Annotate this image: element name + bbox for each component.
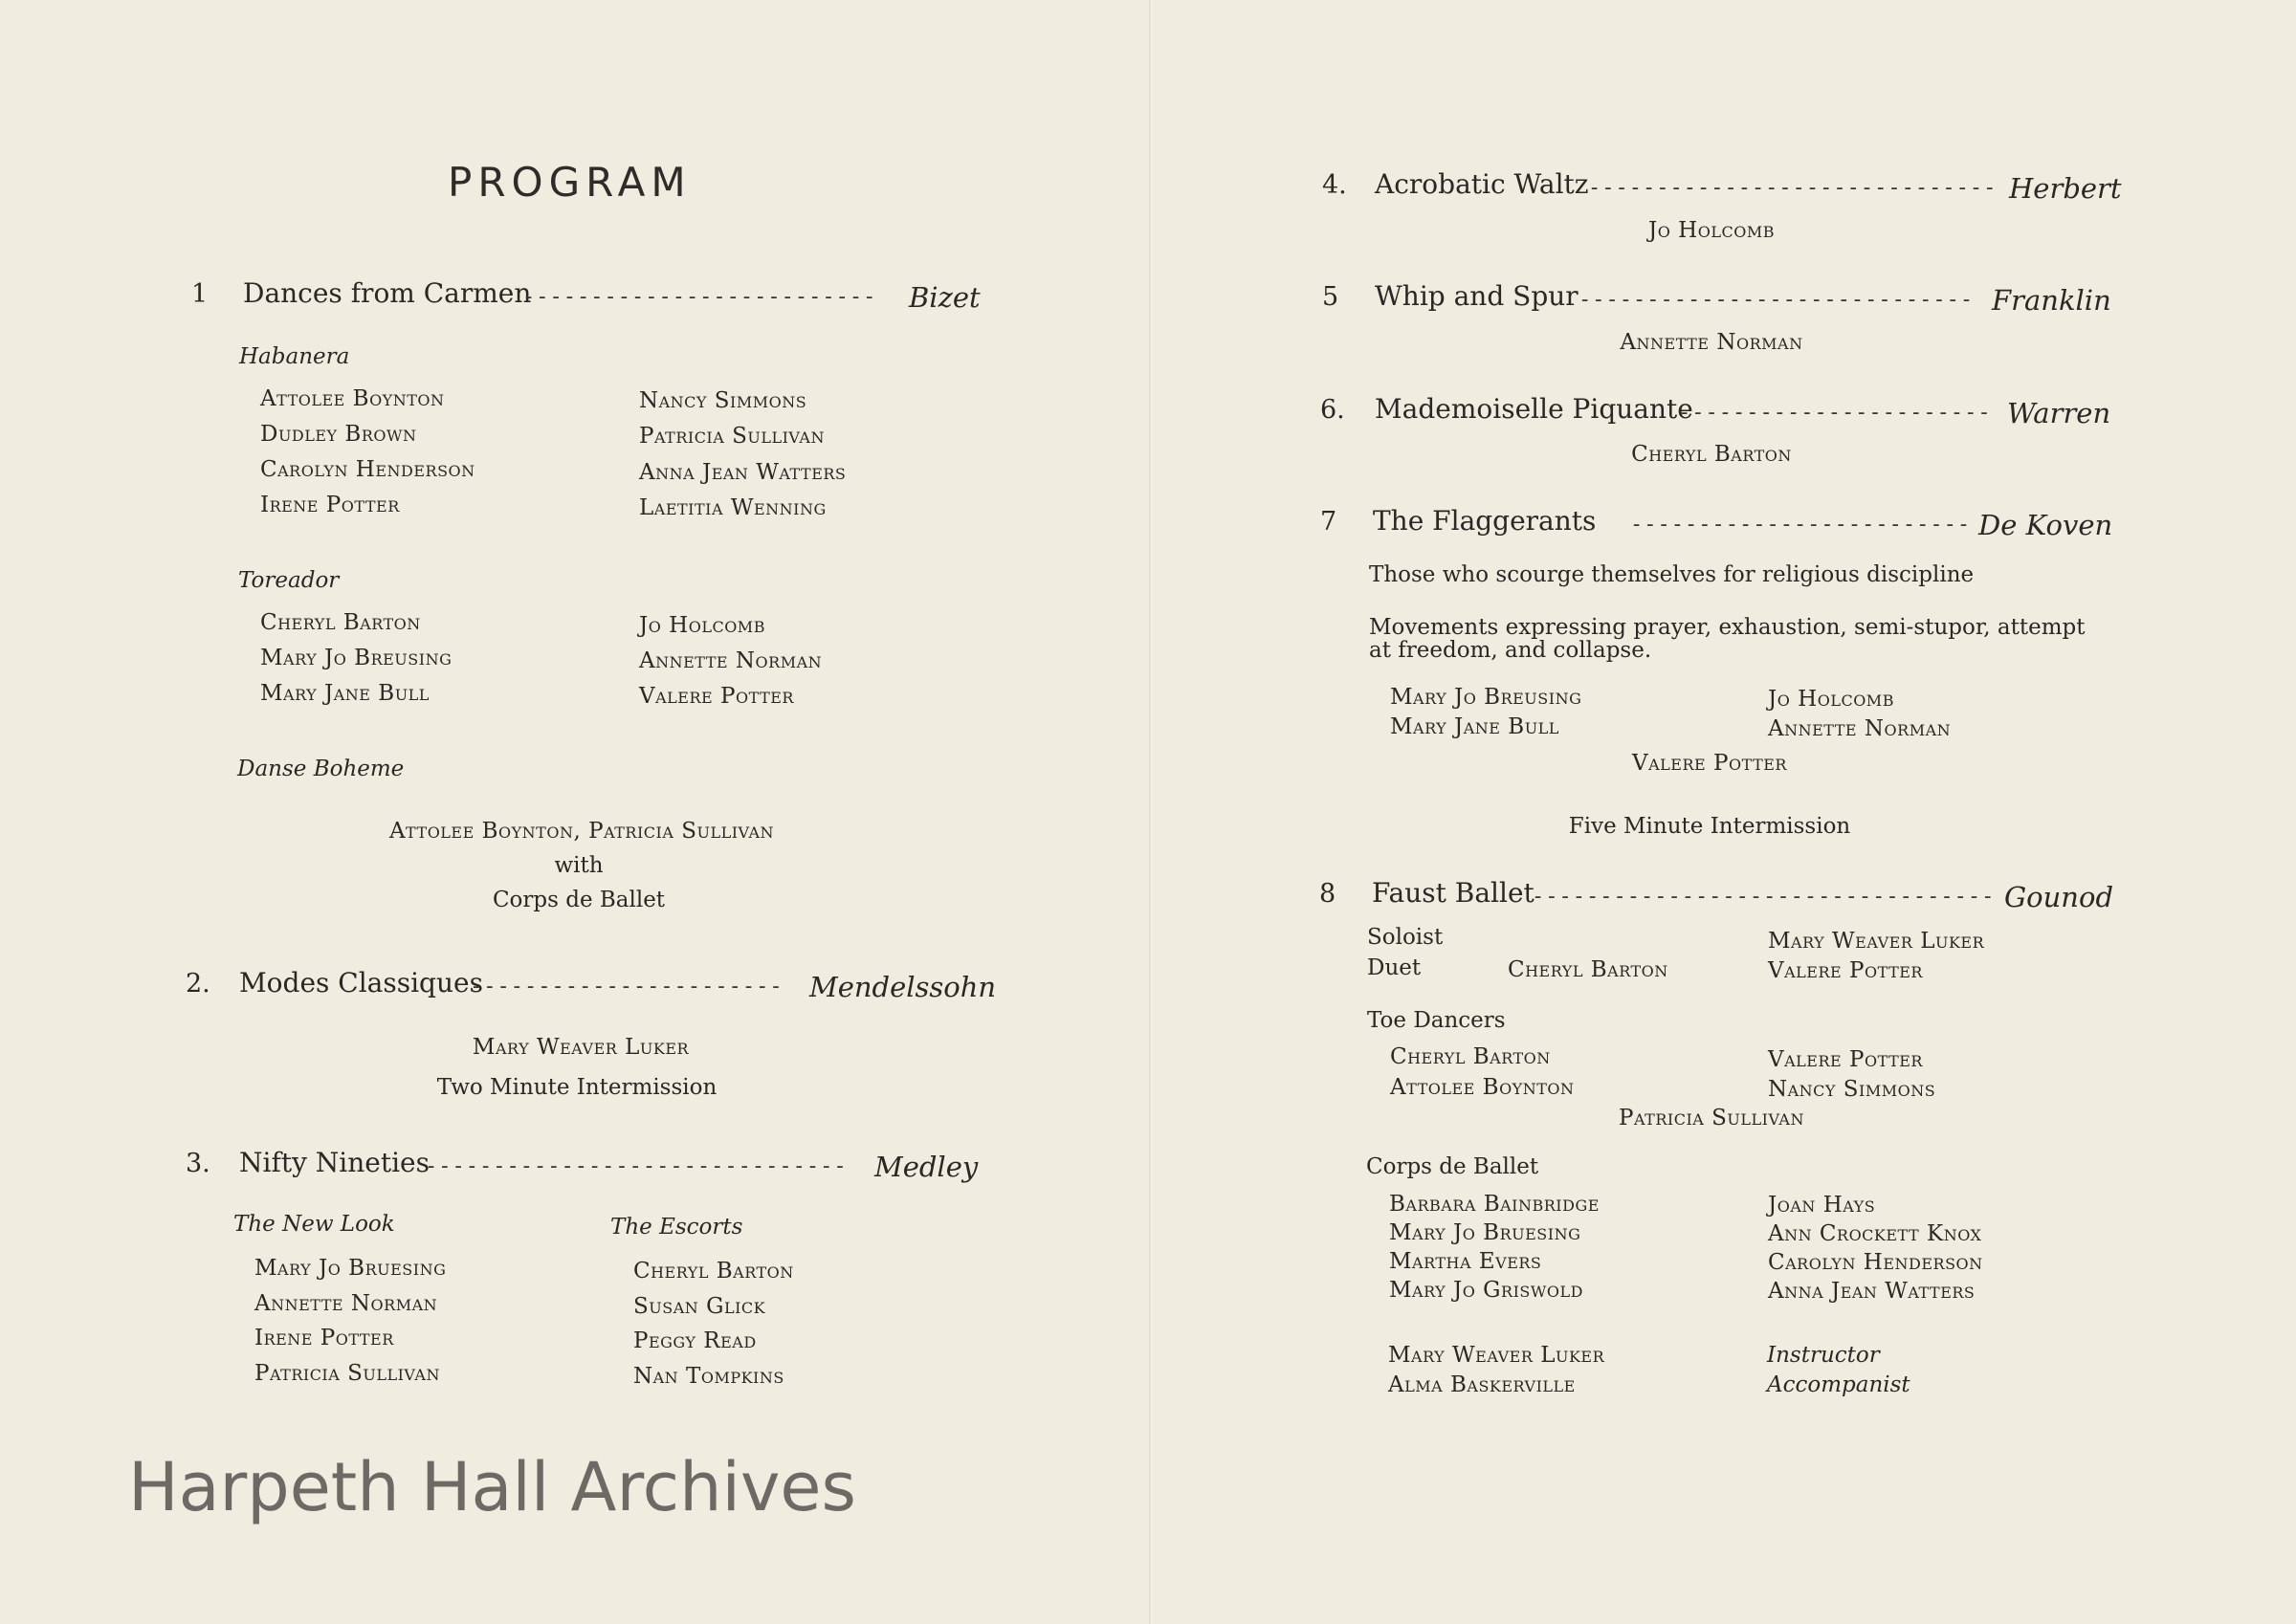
item-3-leader: ------------------------------- (425, 1154, 848, 1178)
archive-watermark: Harpeth Hall Archives (128, 1448, 856, 1526)
corps-dancer: Anna Jean Watters (1768, 1279, 1976, 1304)
item-7-movements: Movements expressing prayer, exhaustion, semi-stupor, attempt (1369, 615, 2086, 640)
toreador-dancer: Jo Holcomb (639, 613, 765, 638)
item-5-composer: Franklin (1992, 284, 2111, 317)
item-7-title: The Flaggerants (1373, 505, 1597, 537)
item-7-dancer-center: Valere Potter (1632, 751, 1787, 776)
item-6-number: 6. (1320, 395, 1345, 425)
new-look-dancer: Irene Potter (254, 1326, 394, 1350)
habanera-dancer: Anna Jean Watters (639, 460, 847, 485)
new-look-dancer: Patricia Sullivan (254, 1361, 440, 1386)
toe-dancer: Valere Potter (1768, 1047, 1923, 1072)
item-8-number: 8 (1319, 879, 1336, 909)
soloist-name: Mary Weaver Luker (1768, 929, 1985, 954)
item-3-composer: Medley (874, 1151, 979, 1183)
item-4-performer: Jo Holcomb (1648, 218, 1775, 243)
item-8-title: Faust Ballet (1372, 877, 1534, 909)
boheme-dancers: Attolee Boynton, Patricia Sullivan (388, 819, 775, 844)
item-1-title: Dances from Carmen (243, 277, 532, 309)
item-8-composer: Gounod (2004, 881, 2114, 913)
duet-name: Valere Potter (1768, 958, 1923, 983)
new-look-dancer: Mary Jo Bruesing (254, 1256, 447, 1281)
item-5-performer: Annette Norman (1620, 330, 1803, 355)
page-fold-highlight (1151, 0, 1152, 1624)
item-2-number: 2. (186, 969, 210, 999)
corps-dancer: Carolyn Henderson (1768, 1250, 1983, 1275)
habanera-dancer: Dudley Brown (260, 422, 417, 447)
habanera-dancer: Laetitia Wenning (639, 495, 827, 520)
staff-role: Instructor (1767, 1343, 1880, 1368)
two-minute-intermission: Two Minute Intermission (436, 1075, 718, 1100)
duet-label: Duet (1367, 955, 1422, 980)
boheme-with: with (554, 853, 604, 878)
program-title: PROGRAM (448, 159, 692, 206)
toreador-dancer: Cheryl Barton (260, 610, 421, 635)
item-7-number: 7 (1320, 507, 1337, 537)
corps-dancer: Mary Jo Bruesing (1389, 1220, 1581, 1245)
habanera-dancer: Nancy Simmons (639, 388, 807, 413)
item-7-dancer: Annette Norman (1768, 716, 1952, 741)
toreador-dancer: Mary Jo Breusing (260, 646, 453, 670)
item-7-dancer: Mary Jane Bull (1390, 714, 1559, 739)
item-4-title: Acrobatic Waltz (1375, 168, 1589, 200)
staff-name: Mary Weaver Luker (1388, 1343, 1605, 1368)
item-4-number: 4. (1322, 170, 1347, 200)
item-7-description: Those who scourge themselves for religious discipline (1369, 562, 1975, 587)
toe-dancers-label: Toe Dancers (1367, 1008, 1506, 1033)
boheme-label: Danse Boheme (237, 757, 405, 781)
item-6-title: Mademoiselle Piquante (1375, 393, 1693, 425)
toreador-label: Toreador (238, 568, 340, 593)
toe-dancer: Nancy Simmons (1768, 1077, 1936, 1102)
habanera-dancer: Attolee Boynton (260, 386, 445, 411)
item-1-leader: -------------------------- (522, 285, 877, 309)
habanera-label: Habanera (239, 344, 350, 369)
boheme-corps: Corps de Ballet (492, 888, 666, 912)
escort-dancer: Peggy Read (633, 1328, 757, 1353)
item-1-composer: Bizet (909, 281, 981, 314)
item-7-dancer: Mary Jo Breusing (1390, 685, 1582, 710)
soloist-label: Soloist (1367, 925, 1444, 950)
corps-dancer: Joan Hays (1768, 1193, 1876, 1218)
habanera-dancer: Irene Potter (260, 493, 400, 517)
item-3-title: Nifty Nineties (239, 1147, 430, 1178)
item-8-leader: ---------------------------------- (1532, 885, 1996, 909)
escort-dancer: Cheryl Barton (633, 1259, 794, 1284)
item-4-composer: Herbert (2009, 172, 2122, 205)
habanera-dancer: Patricia Sullivan (639, 424, 825, 449)
corps-dancer: Mary Jo Griswold (1389, 1278, 1583, 1303)
item-6-performer: Cheryl Barton (1631, 442, 1792, 467)
toreador-dancer: Mary Jane Bull (260, 681, 430, 706)
item-7-leader: ------------------------- (1630, 513, 1972, 537)
item-5-leader: ----------------------------- (1578, 288, 1975, 312)
item-4-leader: ------------------------------ (1588, 176, 1998, 200)
corps-dancer: Ann Crockett Knox (1768, 1221, 1982, 1246)
toreador-dancer: Annette Norman (639, 648, 823, 673)
corps-dancer: Barbara Bainbridge (1389, 1192, 1600, 1217)
item-6-leader: ----------------------- (1678, 401, 1992, 425)
item-5-title: Whip and Spur (1375, 280, 1578, 312)
staff-role: Accompanist (1767, 1372, 1910, 1397)
habanera-dancer: Carolyn Henderson (260, 457, 475, 482)
item-2-title: Modes Classiques (239, 967, 483, 999)
item-5-number: 5 (1322, 282, 1339, 312)
item-3-number: 3. (186, 1149, 210, 1178)
escort-dancer: Nan Tompkins (633, 1364, 784, 1389)
item-7-composer: De Koven (1978, 509, 2113, 541)
staff-name: Alma Baskerville (1388, 1372, 1576, 1397)
item-2-performer: Mary Weaver Luker (472, 1035, 690, 1060)
duet-name: Cheryl Barton (1508, 957, 1668, 982)
corps-dancer: Martha Evers (1389, 1249, 1542, 1274)
item-2-composer: Mendelssohn (809, 971, 997, 1003)
escorts-label: The Escorts (610, 1215, 743, 1240)
item-6-composer: Warren (2007, 397, 2111, 429)
toe-dancer: Attolee Boynton (1390, 1075, 1575, 1100)
item-7-movements-cont: at freedom, and collapse. (1369, 638, 1652, 663)
toreador-dancer: Valere Potter (639, 684, 794, 709)
item-2-leader: ----------------------- (470, 975, 784, 999)
five-minute-intermission: Five Minute Intermission (1568, 814, 1851, 839)
escort-dancer: Susan Glick (633, 1294, 766, 1319)
toe-dancer: Cheryl Barton (1390, 1044, 1551, 1069)
item-7-dancer: Jo Holcomb (1768, 687, 1894, 712)
corps-label: Corps de Ballet (1366, 1154, 1539, 1179)
new-look-dancer: Annette Norman (254, 1291, 438, 1316)
toe-dancer-center: Patricia Sullivan (1619, 1106, 1804, 1130)
new-look-label: The New Look (233, 1212, 395, 1237)
item-1-number: 1 (191, 279, 209, 309)
